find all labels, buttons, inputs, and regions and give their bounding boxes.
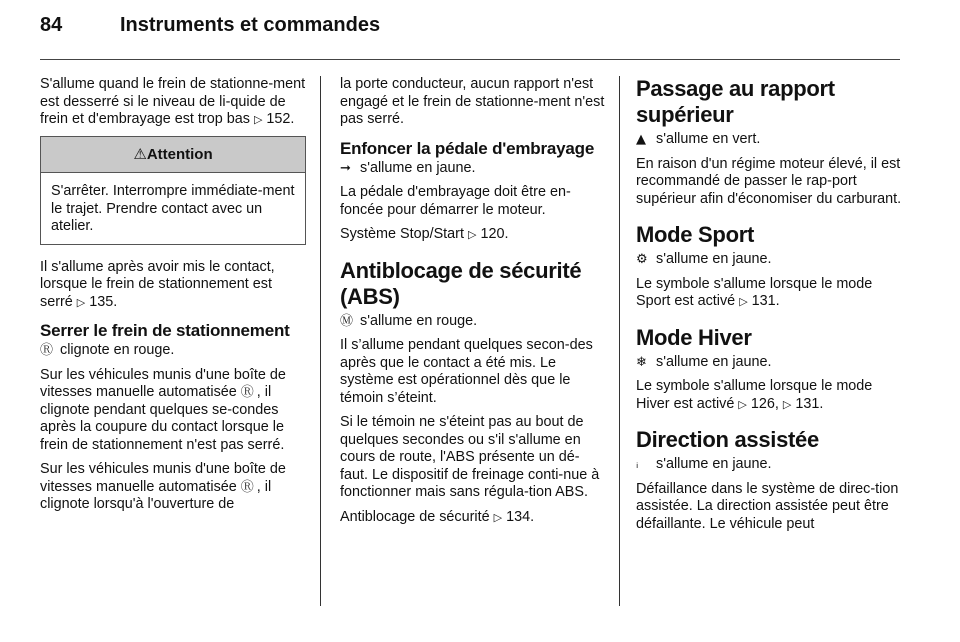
- reference-arrow-icon: ▷: [739, 295, 748, 308]
- warning-triangle-icon: ⚠: [133, 144, 147, 163]
- paragraph: Sur les véhicules munis d'une boîte de vitesses manuelle automatisée Ⓡ , il clignote lorsqu'à l'ouverture de: [40, 461, 286, 512]
- reference-arrow-icon: ▷: [493, 510, 503, 524]
- paragraph: ▲ s'allume en vert.: [636, 131, 761, 147]
- warning-box: [40, 136, 306, 245]
- section-heading: Mode Hiver: [636, 324, 752, 350]
- column-divider: [619, 76, 620, 606]
- section-heading: Passage au rapport supérieur: [636, 76, 835, 127]
- reference-arrow-icon: ▷: [467, 228, 477, 241]
- page-reference[interactable]: 131.: [751, 293, 780, 309]
- paragraph: Le symbole s'allume lorsque le mode Hiver est activé ▷ 126, ▷ 131.: [636, 378, 873, 412]
- paragraph: Antiblocage de sécurité ▷ 134.: [340, 508, 535, 525]
- page-reference[interactable]: 120.: [480, 226, 509, 242]
- page-reference[interactable]: 126,: [750, 395, 779, 412]
- paragraph: Il s'allume après avoir mis le contact, lorsque le frein de stationnement est serré ▷ 135.: [40, 258, 275, 310]
- paragraph: la porte conducteur, aucun rapport n'est engagé et le frein de stationne-ment n'est pas serré.: [340, 76, 605, 127]
- page-reference[interactable]: 152.: [266, 111, 295, 127]
- paragraph: Ⓜ s'allume en rouge.: [340, 312, 478, 329]
- paragraph: Ⓡ clignote en rouge.: [40, 342, 175, 358]
- sport-mode-icon: ⚙: [636, 252, 648, 267]
- paragraph: La pédale d'embrayage doit être en-foncée pour démarrer le moteur.: [340, 184, 571, 218]
- winter-mode-icon: ❄: [636, 354, 647, 370]
- page-reference[interactable]: 131.: [795, 395, 824, 412]
- paragraph: ➞ s'allume en jaune.: [340, 159, 476, 176]
- column-1: [40, 76, 306, 521]
- page-header: [40, 14, 380, 54]
- reference-arrow-icon: ▷: [782, 397, 792, 411]
- section-heading: Direction assistée: [636, 427, 819, 452]
- section-heading: Enfoncer la pédale d'embrayage: [340, 138, 595, 158]
- warning-title: Attention: [146, 145, 213, 163]
- page-reference[interactable]: 134.: [506, 508, 535, 525]
- clutch-pedal-icon: ➞: [340, 160, 351, 176]
- parking-brake-icon: Ⓡ: [240, 479, 254, 495]
- page-title: Instruments et commandes: [120, 14, 381, 36]
- column-2: [340, 76, 606, 533]
- reference-arrow-icon: ▷: [253, 113, 263, 126]
- column-3: [636, 76, 902, 540]
- paragraph: ❄ s'allume en jaune.: [636, 353, 772, 370]
- reference-arrow-icon: ▷: [76, 295, 86, 309]
- paragraph: Si le témoin ne s'éteint pas au bout de quelques secondes ou s'il s'allume en cours de route, l'ABS présente un dé-faut. Le dispositif de freinage conti-nue à fonctionner mais sans régula-tion ABS.: [340, 414, 600, 500]
- page-number: 84: [40, 14, 63, 36]
- paragraph: Il s’allume pendant quelques secon-des après que le contact a été mis. Le système est opérationnel dès que le témoin s’éteint.: [340, 337, 593, 406]
- paragraph: ⚙ s'allume en jaune.: [636, 251, 772, 267]
- section-heading: Serrer le frein de stationnement: [40, 321, 290, 340]
- shift-up-icon: ▲: [636, 132, 646, 147]
- reference-arrow-icon: ▷: [738, 397, 747, 411]
- parking-brake-icon: Ⓡ: [40, 343, 54, 358]
- paragraph: En raison d'un régime moteur élevé, il est recommandé de passer le rap-port supérieur afin d'économiser du carburant.: [636, 155, 902, 207]
- header-divider: [40, 59, 900, 60]
- abs-icon: Ⓜ: [340, 313, 354, 329]
- paragraph: Système Stop/Start ▷ 120.: [340, 226, 509, 242]
- paragraph: S'allume quand le frein de stationne-ment est desserré si le niveau de li-quide de frein et d'embrayage est trop bas ▷ 152.: [40, 76, 306, 127]
- power-steering-icon: ᵢ: [636, 457, 639, 472]
- section-heading: Antiblocage de sécurité (ABS): [340, 257, 582, 309]
- paragraph: ᵢ s'allume en jaune.: [636, 456, 772, 472]
- paragraph: Le symbole s'allume lorsque le mode Sport est activé ▷ 131.: [636, 275, 873, 309]
- warning-text: S'arrêter. Interrompre immédiate-ment le trajet. Prendre contact avec un atelier.: [51, 183, 295, 234]
- section-heading: Mode Sport: [636, 222, 754, 247]
- paragraph: Défaillance dans le système de direc-tion assistée. La direction assistée peut être défaillante. Le véhicule peut: [636, 480, 899, 532]
- parking-brake-icon: Ⓡ: [240, 385, 254, 400]
- warning-header: [41, 137, 305, 174]
- column-divider: [320, 76, 321, 606]
- paragraph: Sur les véhicules munis d'une boîte de vitesses manuelle automatisée Ⓡ , il clignote pendant quelques se-condes après la coupure du contact lorsque le frein de stationnement n'est pas serré.: [40, 366, 286, 453]
- page-reference[interactable]: 135.: [89, 293, 118, 310]
